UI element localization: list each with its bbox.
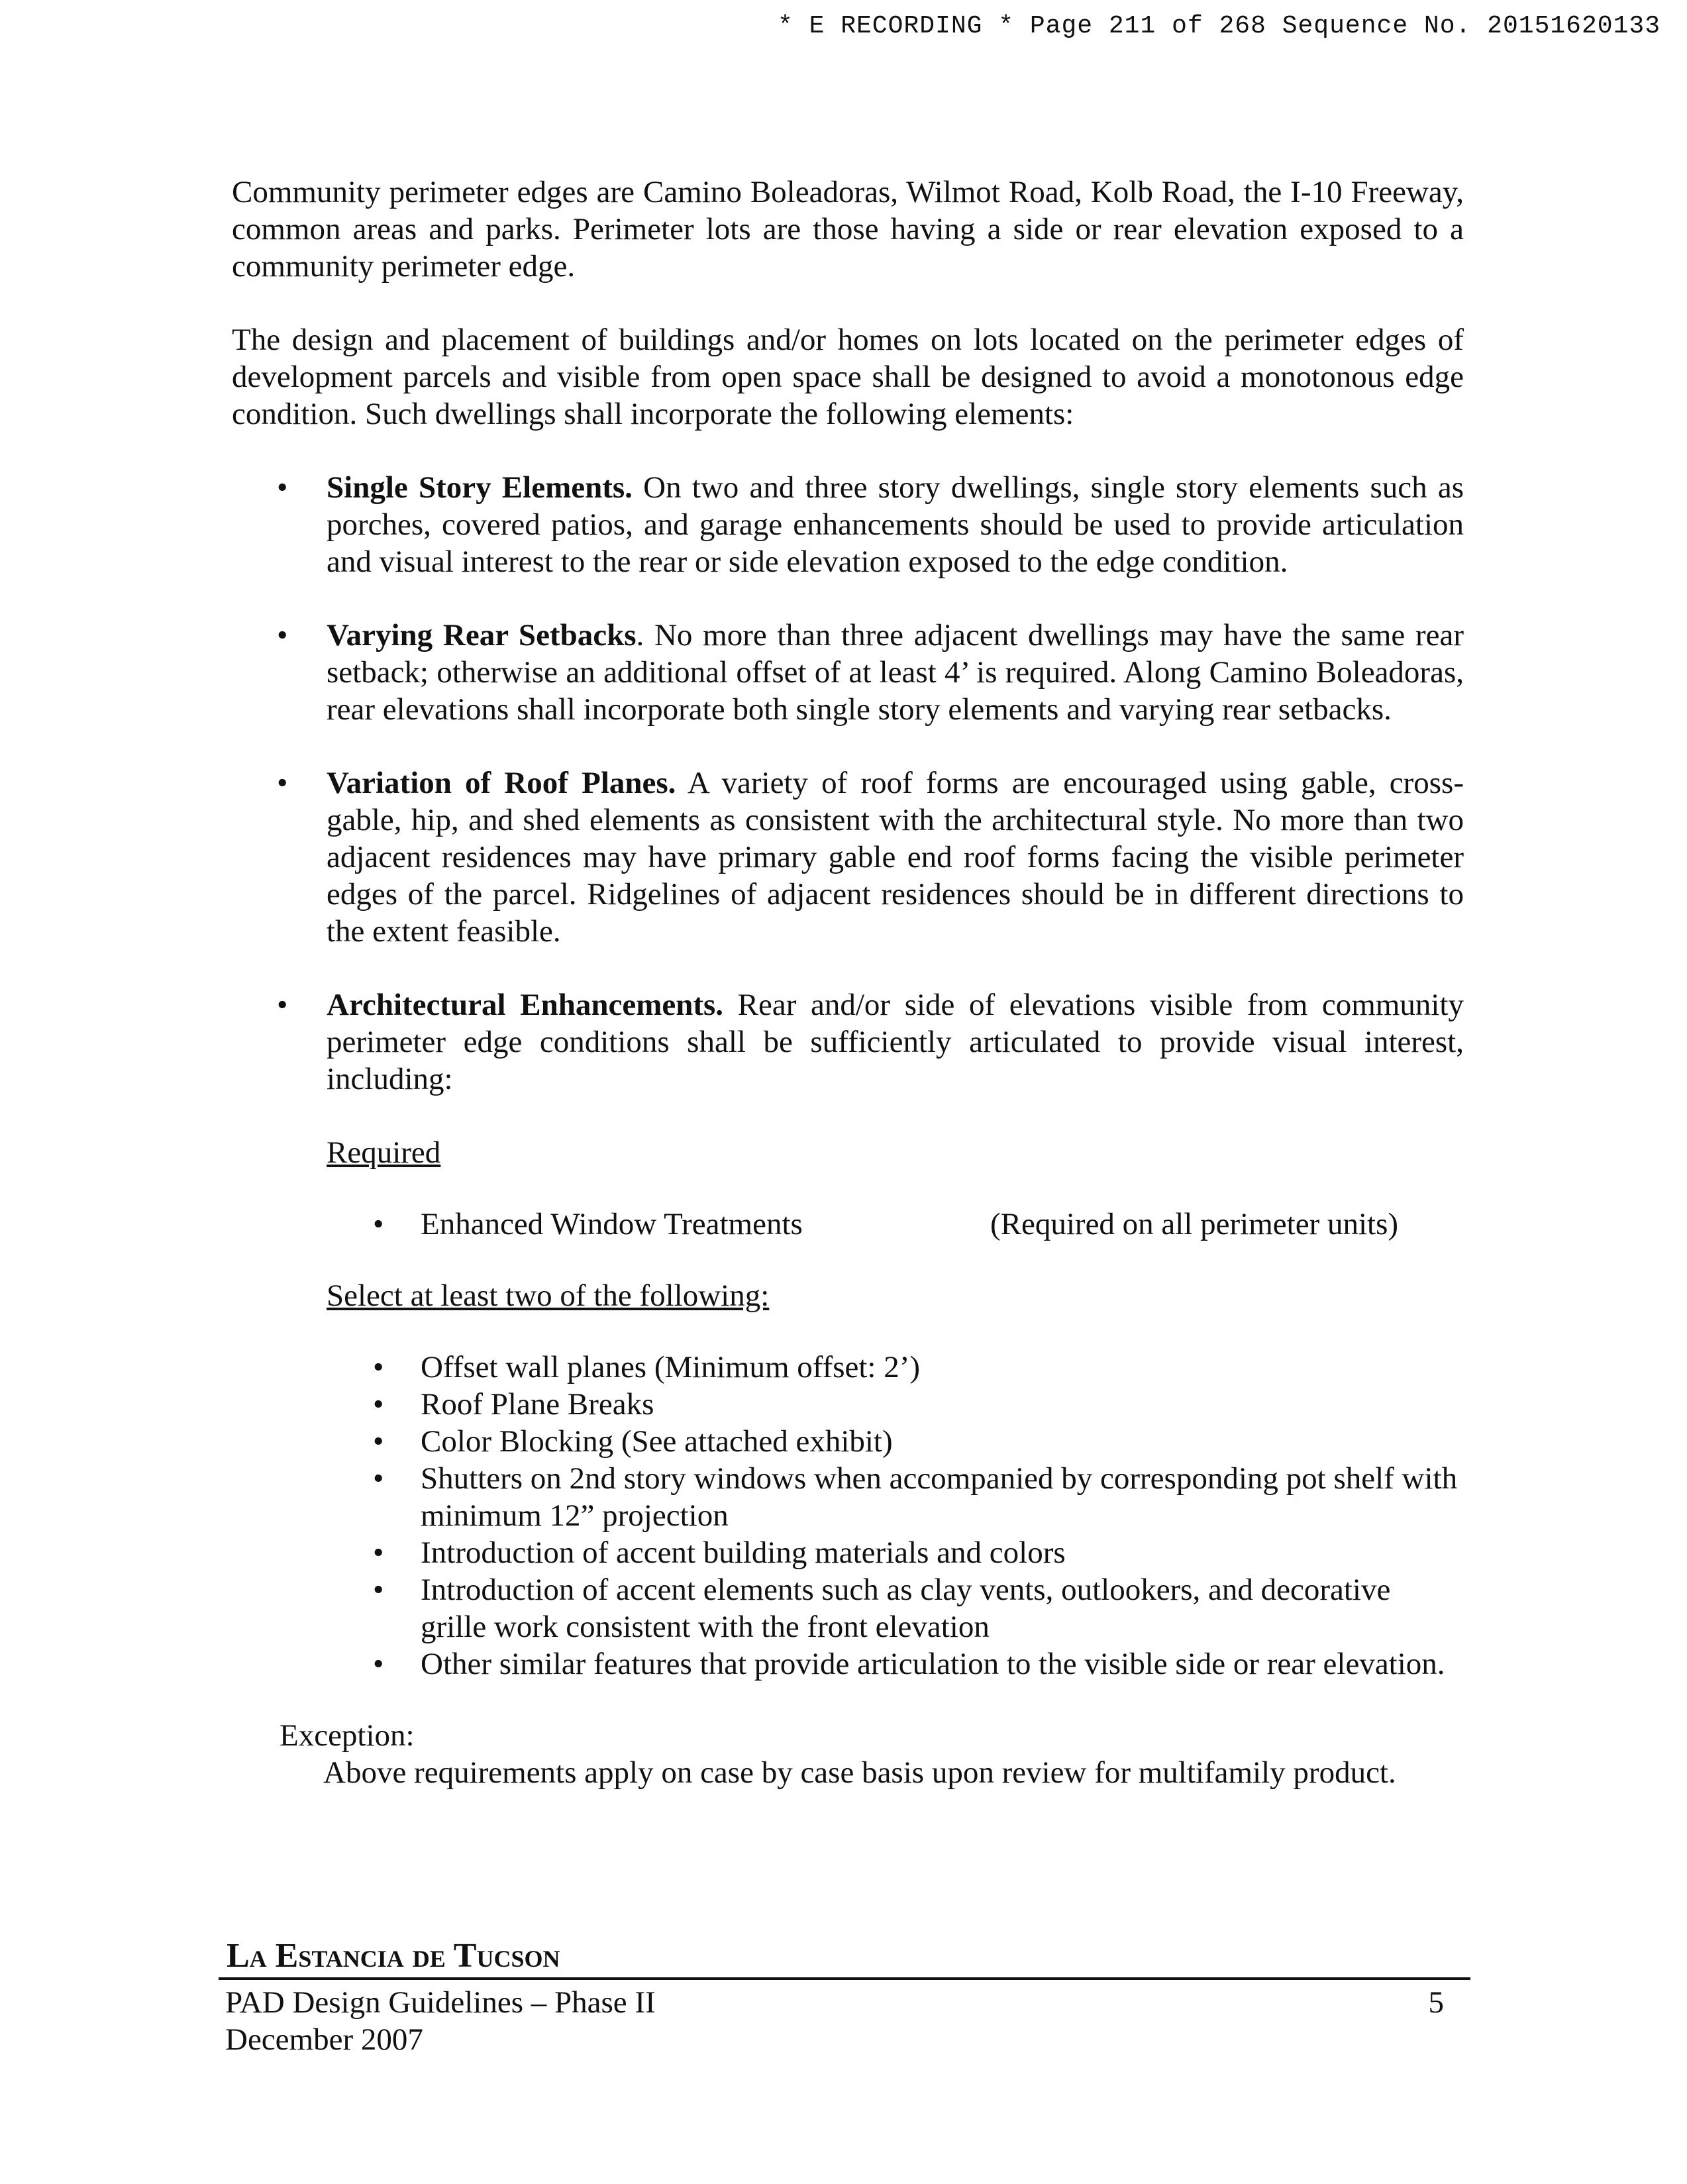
bullet-icon: • xyxy=(373,1573,384,1607)
select-list xyxy=(327,1349,1464,1683)
select-item-text: Color Blocking (See attached exhibit) xyxy=(421,1424,893,1459)
select-item-text: Introduction of accent building materials and colors xyxy=(421,1535,1066,1570)
element-text: A variety of roof forms are encouraged using gable, cross-gable, hip, and shed elements as consistent with the architectural style. No more than two adjacent residences may have primary gable end roof forms facing the visible perimeter edges of the parcel. Ridgelines of adjacent residences should be in different directions to the extent feasible. xyxy=(327,766,1464,949)
footer-divider xyxy=(219,1977,1470,1980)
bullet-icon: • xyxy=(277,766,288,800)
exception-label: Exception: xyxy=(280,1718,415,1753)
bullet-icon: • xyxy=(373,1387,384,1422)
bullet-icon: • xyxy=(373,1424,384,1459)
select-item-text: Other similar features that provide articulation to the visible side or rear elevation. xyxy=(421,1647,1445,1681)
select-item xyxy=(327,1534,1464,1571)
element-text: . No more than three adjacent dwellings may have the same rear setback; otherwise an additional offset of at least 4’ is required. Along Camino Boleadoras, rear elevations shall incorporate both single story elements and varying rear setbacks. xyxy=(327,618,1464,727)
footer-title: La Estancia de Tucson xyxy=(227,1937,560,1975)
select-item xyxy=(327,1423,1464,1460)
bullet-icon: • xyxy=(373,1350,384,1384)
select-item-text: Roof Plane Breaks xyxy=(421,1387,654,1422)
page-number: 5 xyxy=(1428,1985,1444,2020)
select-item-text: Offset wall planes (Minimum offset: 2’) xyxy=(421,1350,921,1384)
intro-paragraph-1: Community perimeter edges are Camino Boleadoras, Wilmot Road, Kolb Road, the I-10 Freeway, common areas and parks. Perimeter lots are those having a side or rear elevation exposed to a community perimeter edge. xyxy=(232,175,1464,284)
bullet-icon: • xyxy=(277,470,288,505)
select-item-text: Shutters on 2nd story windows when accompanied by corresponding pot shelf with minimum 12” projection xyxy=(421,1461,1458,1533)
footer-date: December 2007 xyxy=(225,2022,423,2057)
footer-row xyxy=(219,1984,1470,2021)
required-list xyxy=(327,1206,1464,1243)
element-title: Architectural Enhancements. xyxy=(327,988,724,1022)
bullet-icon: • xyxy=(373,1647,384,1681)
required-heading: Required xyxy=(327,1135,441,1170)
page-footer xyxy=(219,1938,1470,2058)
recording-stamp: * E RECORDING * Page 211 of 268 Sequence No. 20151620133 xyxy=(777,12,1661,40)
element-title: Variation of Roof Planes. xyxy=(327,766,676,800)
select-heading: Select at least two of the following: xyxy=(327,1278,770,1313)
element-title: Varying Rear Setbacks xyxy=(327,618,637,652)
element-roof-planes xyxy=(232,764,1464,950)
select-item xyxy=(327,1386,1464,1423)
document-body xyxy=(232,174,1464,1791)
footer-subtitle: PAD Design Guidelines – Phase II xyxy=(225,1985,656,2020)
select-item xyxy=(327,1460,1464,1534)
bullet-icon: • xyxy=(373,1461,384,1496)
required-item-note: (Required on all perimeter units) xyxy=(990,1207,1399,1241)
intro-paragraph-2: The design and placement of buildings and/or homes on lots located on the perimeter edges of development parcels and visible from open space shall be designed to avoid a monotonous edge condition. Such dwellings shall incorporate the following elements: xyxy=(232,323,1464,431)
required-item-label: Enhanced Window Treatments xyxy=(421,1207,803,1241)
required-item xyxy=(327,1206,1464,1243)
element-title: Single Story Elements. xyxy=(327,470,633,505)
exception-text: Above requirements apply on case by case basis upon review for multifamily product. xyxy=(323,1755,1396,1790)
select-item xyxy=(327,1349,1464,1386)
bullet-icon: • xyxy=(277,618,288,652)
element-single-story xyxy=(232,469,1464,580)
bullet-icon: • xyxy=(373,1535,384,1570)
element-architectural-enhancements xyxy=(232,986,1464,1098)
select-item-text: Introduction of accent elements such as clay vents, outlookers, and decorative grille work consistent with the front elevation xyxy=(421,1573,1391,1644)
select-item xyxy=(327,1645,1464,1683)
element-text: Rear and/or side of elevations visible from community perimeter edge conditions shall be sufficiently articulated to provide visual interest, including: xyxy=(327,988,1464,1096)
bullet-icon: • xyxy=(277,988,288,1022)
element-text: On two and three story dwellings, single story elements such as porches, covered patios, and garage enhancements should be used to provide articulation and visual interest to the rear or side elevation exposed to the edge condition. xyxy=(327,470,1464,579)
elements-list xyxy=(232,469,1464,1098)
element-varying-setbacks xyxy=(232,617,1464,728)
bullet-icon: • xyxy=(373,1207,384,1241)
select-item xyxy=(327,1571,1464,1645)
